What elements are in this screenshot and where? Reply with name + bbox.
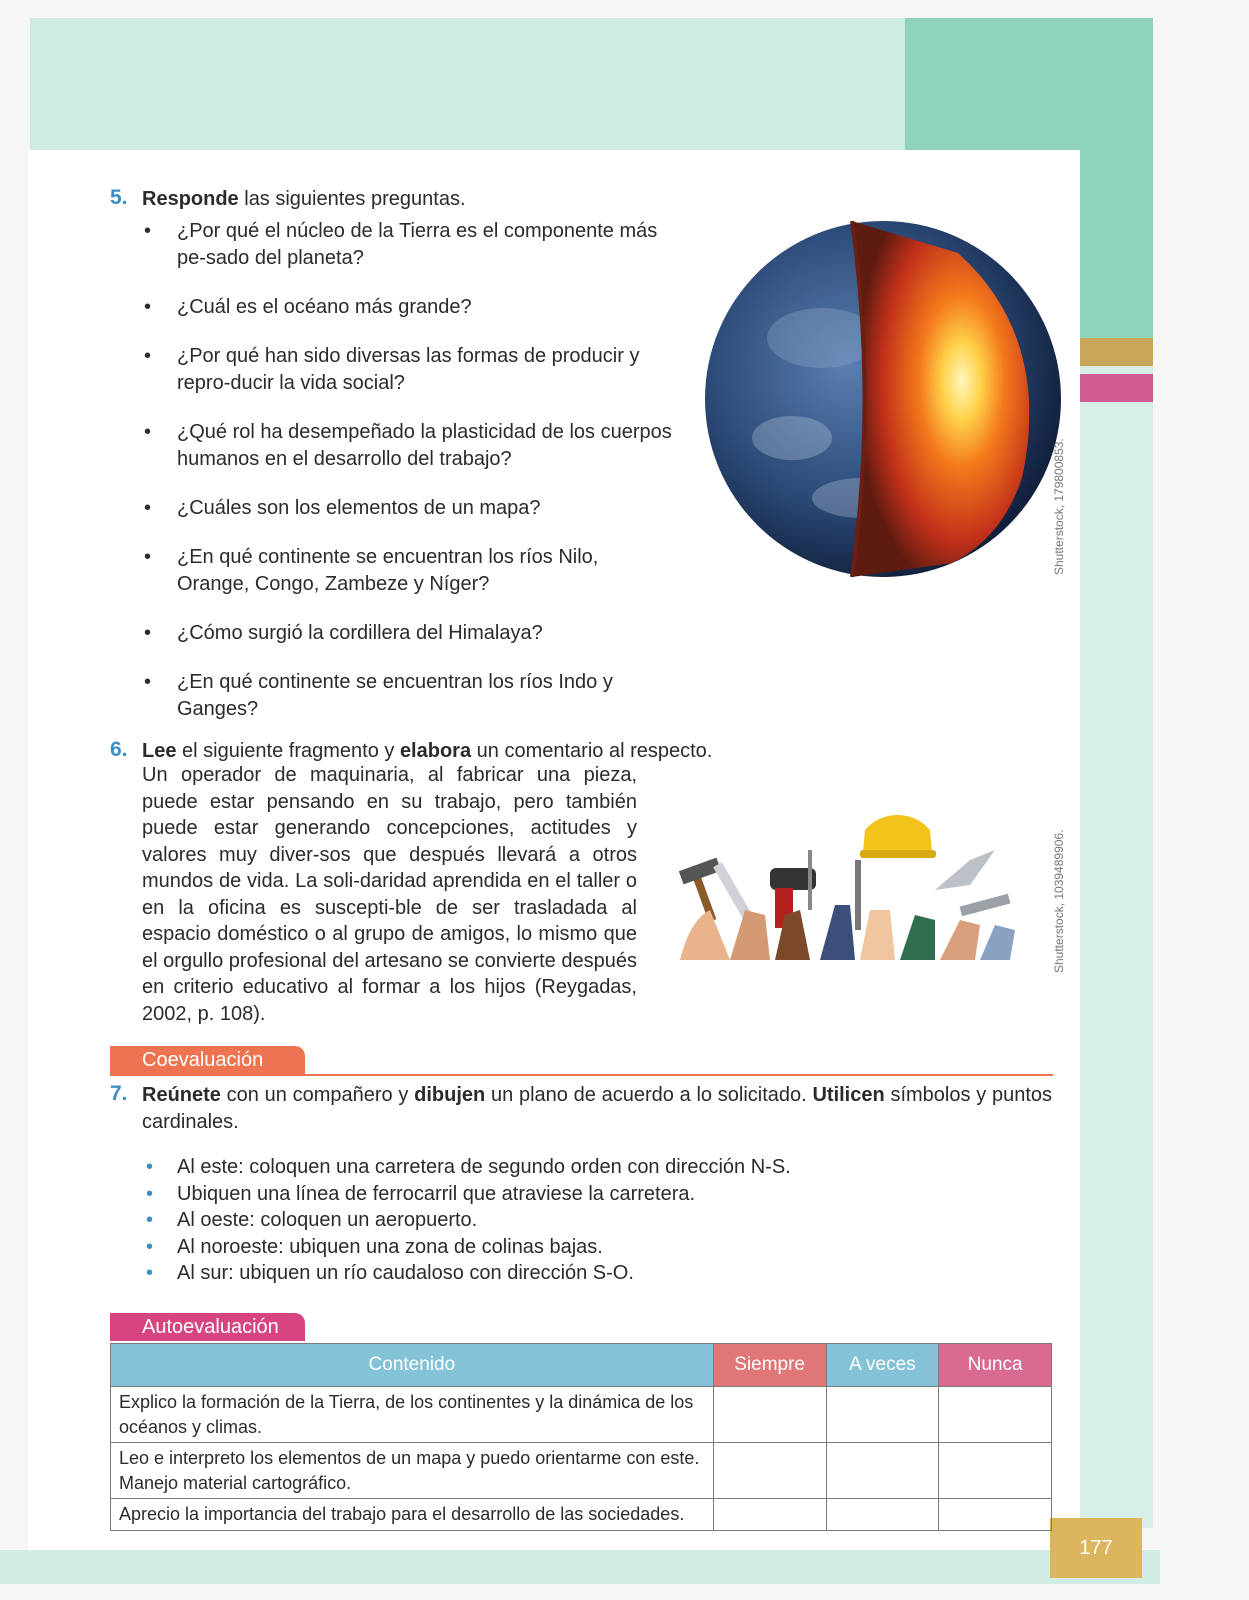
list-item: • ¿Cuáles son los elementos de un mapa? — [142, 495, 672, 522]
checkbox-a-veces-cell[interactable] — [826, 1443, 939, 1499]
row-content: Aprecio la importancia del trabajo para el desarrollo de las sociedades. — [111, 1499, 714, 1531]
table-row — [111, 1499, 1052, 1531]
autoevaluacion-table — [110, 1343, 1052, 1531]
list-item: • Ubiquen una línea de ferrocarril que atraviese la carretera. — [146, 1181, 791, 1208]
q7-mid-1: con un compañero y — [220, 1084, 415, 1106]
top-band — [30, 18, 910, 150]
header-a-veces: A veces — [826, 1344, 939, 1387]
q5-number: 5. — [110, 186, 128, 209]
list-item: • ¿Por qué el núcleo de la Tierra es el componente más pe-sado del planeta? — [142, 218, 672, 272]
checkbox-a-veces-cell[interactable] — [826, 1387, 939, 1443]
q7-verb-3: Utilicen — [812, 1084, 885, 1106]
list-item: • ¿Cómo surgió la cordillera del Himalaya? — [142, 620, 672, 647]
gold-stripe — [1080, 338, 1153, 366]
raised-hands-tools-illustration — [670, 790, 1032, 960]
autoevaluacion-label: Autoevaluación — [110, 1313, 305, 1341]
header-contenido: Contenido — [111, 1344, 714, 1387]
q7-verb-2: dibujen — [414, 1084, 486, 1106]
q7-number: 7. — [110, 1082, 128, 1105]
checkbox-nunca-cell[interactable] — [939, 1387, 1052, 1443]
list-item: • Al este: coloquen una carretera de segundo orden con dirección N-S. — [146, 1154, 791, 1181]
q5-verb: Responde — [142, 188, 239, 210]
row-content: Explico la formación de la Tierra, de los continentes y la dinámica de los océanos y climas. — [111, 1387, 714, 1443]
table-row — [111, 1387, 1052, 1443]
q5-instruction — [142, 186, 466, 213]
page-number: 177 — [1050, 1518, 1142, 1578]
q6-number: 6. — [110, 738, 128, 761]
checkbox-nunca-cell[interactable] — [939, 1499, 1052, 1531]
q6-instruction — [142, 738, 712, 765]
bottom-band — [0, 1550, 1160, 1584]
earth-core-illustration — [702, 218, 1064, 580]
table-row — [111, 1443, 1052, 1499]
q6-fragment: Un operador de maquinaria, al fabricar una pieza, puede estar pensando en su trabajo, pero también puede estar generando concepciones, actitudes y valores muy diver-sos que después llevará a otros mundos de vida. La soli-daridad aprendida en el taller o en la oficina es suscepti-ble de ser trasladada al espacio doméstico o al grupo de amigos, lo mismo que el orgullo profesional del artesano se convierte después en criterio educativo al formar a los hijos (Reygadas, 2002, p. 108). — [142, 764, 637, 1025]
checkbox-siempre-cell[interactable] — [713, 1443, 826, 1499]
q7-verb-1: Reúnete — [142, 1084, 221, 1106]
earth-image-credit: Shutterstock, 179800853. — [1052, 438, 1066, 575]
list-item: • ¿Cuál es el océano más grande? — [142, 294, 672, 321]
q6-mid: el siguiente fragmento y — [176, 740, 400, 762]
coevaluacion-label: Coevaluación — [110, 1046, 305, 1074]
checkbox-siempre-cell[interactable] — [713, 1387, 826, 1443]
q5-rest: las siguientes preguntas. — [238, 188, 466, 210]
list-item: • Al oeste: coloquen un aeropuerto. — [146, 1207, 791, 1234]
q6-rest: un comentario al respecto. — [471, 740, 713, 762]
q6-verb-2: elabora — [399, 740, 472, 762]
coevaluacion-instruction-list — [146, 1154, 791, 1287]
list-item: • ¿Por qué han sido diversas las formas de producir y repro-ducir la vida social? — [142, 343, 672, 397]
q7-rest: símbolos y puntos cardinales. — [142, 1084, 1053, 1133]
list-item: • ¿Qué rol ha desempeñado la plasticidad de los cuerpos humanos en el desarrollo del trabajo? — [142, 419, 672, 473]
table-header-row — [111, 1344, 1052, 1387]
row-content: Leo e interpreto los elementos de un mapa y puedo orientarme con este. Manejo material cartográfico. — [111, 1443, 714, 1499]
q7-instruction — [142, 1082, 1052, 1136]
q5-question-list — [142, 218, 672, 745]
header-siempre: Siempre — [713, 1344, 826, 1387]
tools-image-credit: Shutterstock, 1039489906. — [1052, 829, 1066, 973]
q7-mid-2: un plano de acuerdo a lo solicitado. — [485, 1084, 813, 1106]
list-item: • Al noroeste: ubiquen una zona de colinas bajas. — [146, 1234, 791, 1261]
list-item: • ¿En qué continente se encuentran los ríos Nilo, Orange, Congo, Zambeze y Níger? — [142, 544, 672, 598]
coevaluacion-divider — [110, 1074, 1053, 1076]
header-nunca: Nunca — [939, 1344, 1052, 1387]
checkbox-a-veces-cell[interactable] — [826, 1499, 939, 1531]
right-light-band — [1080, 338, 1153, 1528]
pink-stripe — [1080, 374, 1153, 402]
list-item: • ¿En qué continente se encuentran los ríos Indo y Ganges? — [142, 669, 672, 723]
checkbox-nunca-cell[interactable] — [939, 1443, 1052, 1499]
list-item: • Al sur: ubiquen un río caudaloso con dirección S-O. — [146, 1260, 791, 1287]
checkbox-siempre-cell[interactable] — [713, 1499, 826, 1531]
q6-verb-1: Lee — [142, 740, 177, 762]
